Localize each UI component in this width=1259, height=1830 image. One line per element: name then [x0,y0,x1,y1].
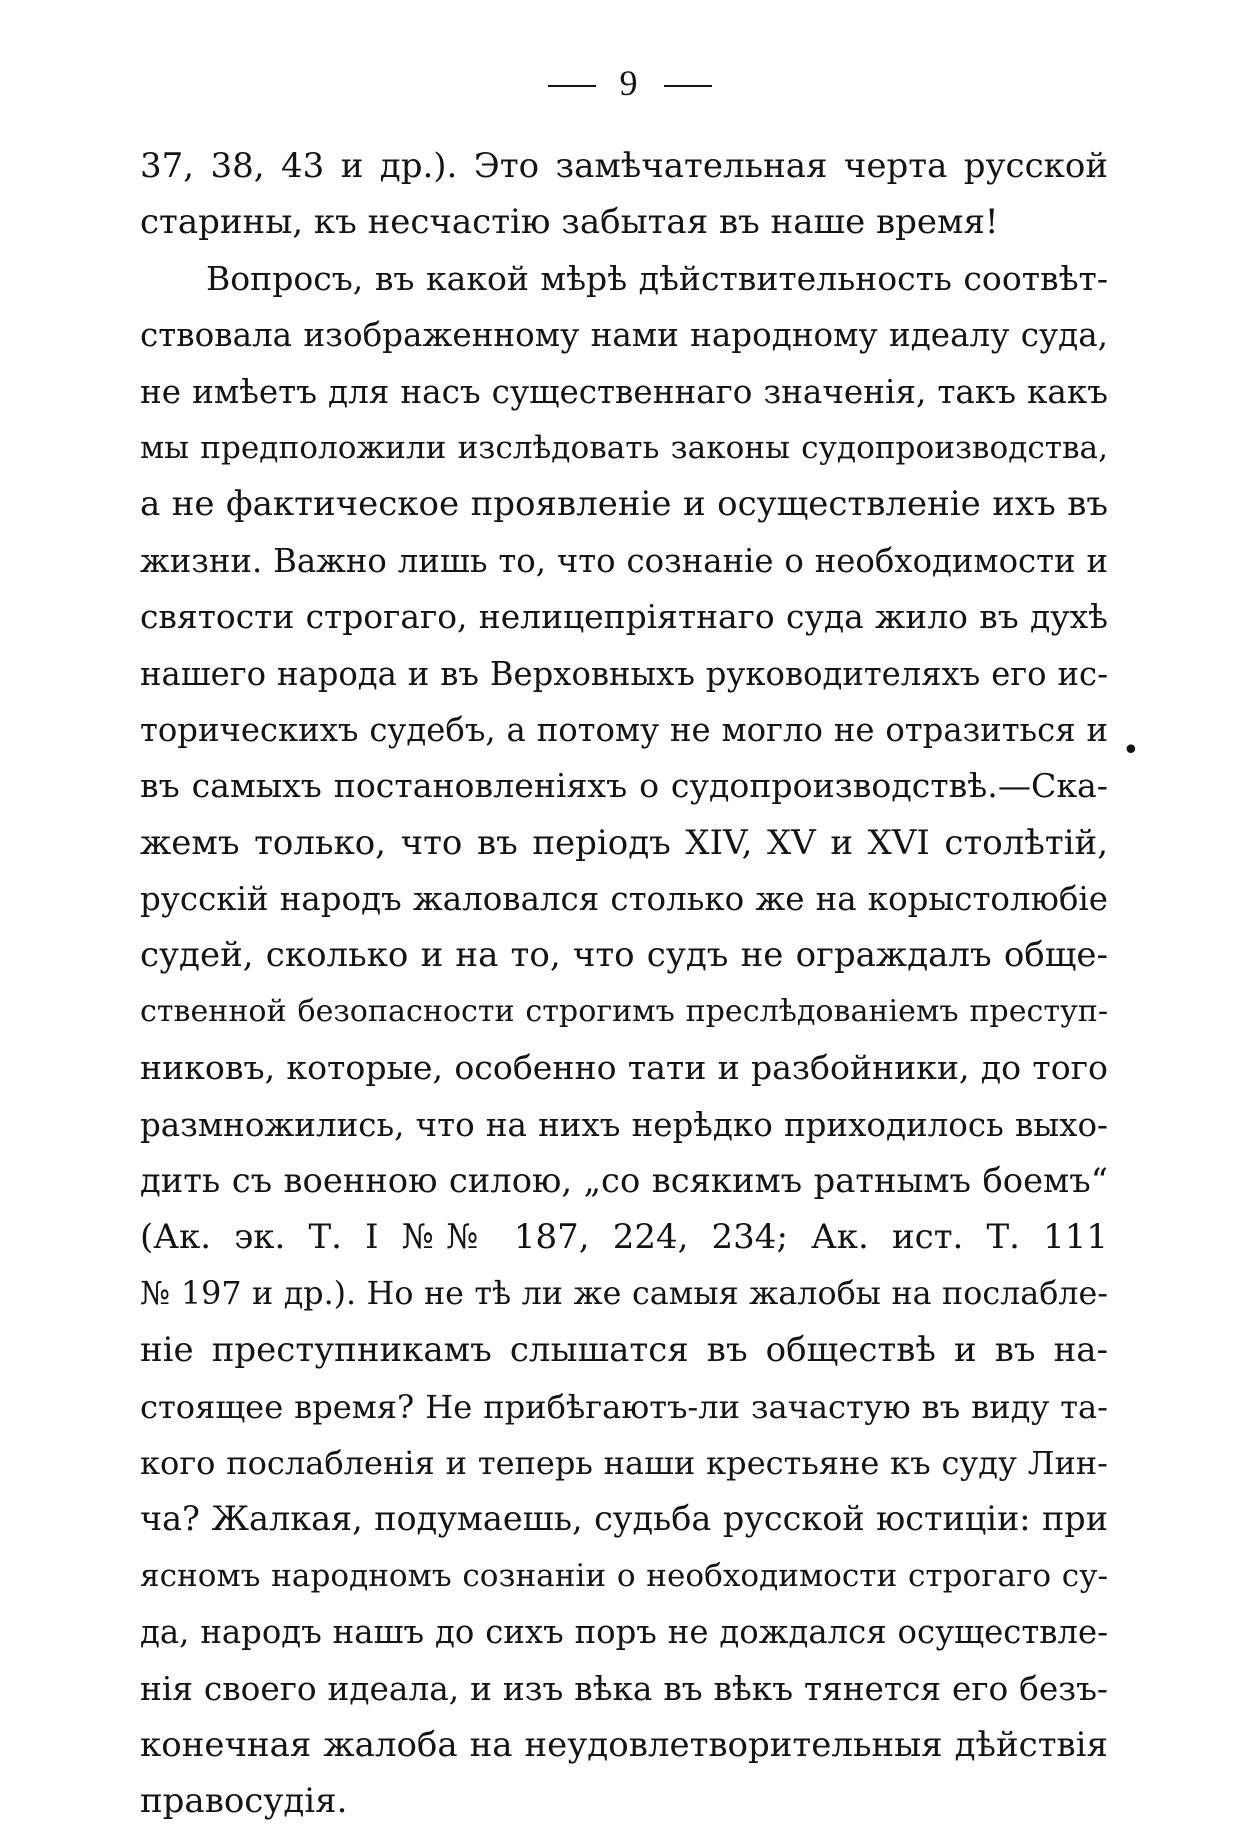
text-line: правосудія. [140,1781,348,1822]
text-line: ніе преступникамъ слышатся въ обществѣ и въ на- [140,1330,1108,1371]
text-line: ствовала изображенному нами народному идеалу суда, [140,316,1108,355]
text-line: стоящее время? Не прибѣгаютъ-ли зачастую въ виду та- [140,1387,1108,1426]
text-line: Вопросъ, въ какой мѣрѣ дѣйствительность соотвѣт- [206,258,1108,298]
text-line: да, народъ нашъ до сихъ поръ не дождался осуществле- [140,1613,1108,1652]
body-text [140,138,1108,1830]
right-dash [664,85,712,87]
text-line: старины, къ несчастію забытая въ наше время! [140,202,999,243]
text-line: ясномъ народномъ сознаніи о необходимости строгаго су- [140,1557,1108,1594]
text-line: нашего народа и въ Верховныхъ руководителяхъ его ис- [140,654,1108,693]
page-number: 9 [619,63,640,103]
page-number-header [0,62,1259,104]
text-line: торическихъ судебъ, а потому не могло не отразиться и [140,710,1108,749]
text-line: въ самыхъ постановленіяхъ о судопроизводствѣ.—Ска- [140,766,1108,806]
text-line: дить съ военною силою, „со всякимъ ратнымъ боемъ“ [140,1161,1108,1201]
text-line: 37, 38, 43 и др.). Это замѣчательная черта русской [140,146,1108,186]
text-line: судей, сколько и на то, что судъ не ограждалъ обще- [140,935,1108,976]
text-line: (Ак. эк. Т. I №№ 187, 224, 234; Ак. ист. Т. 111 [140,1217,1108,1258]
text-line: мы предположили изслѣдовать законы судопроизводства, [140,429,1108,466]
text-line: святости строгаго, нелицепріятнаго суда жило въ духѣ [140,597,1108,637]
text-line: размножились, что на нихъ нерѣдко приходилось выхо- [140,1105,1108,1144]
text-line: кого послабленія и теперь наши крестьяне къ суду Лин- [140,1443,1108,1482]
text-line: никовъ, которые, особенно тати и разбойники, до того [140,1048,1108,1088]
text-line: жемъ только, что въ періодъ XIV, XV и XVI столѣтій, [140,822,1108,863]
text-line: ча? Жалкая, подумаешь, судьба русской юстиціи: при [140,1499,1108,1539]
stray-dot-mark: • [1122,733,1140,768]
text-line: не имѣетъ для насъ существеннаго значенія, такъ какъ [140,372,1108,411]
text-line: № 197 и др.). Но не тѣ ли же самыя жалобы на послабле- [140,1275,1108,1312]
text-line: русскій народъ жаловался столько же на корыстолюбіе [140,880,1108,919]
text-line: конечная жалоба на неудовлетворительныя дѣйствія [140,1724,1108,1765]
text-line: а не фактическое проявленіе и осуществленіе ихъ въ [140,484,1108,525]
left-dash [548,85,596,87]
text-line: жизни. Важно лишь то, что сознаніе о необходимости и [140,541,1108,580]
text-line: ственной безопасности строгимъ преслѣдованіемъ преступ- [140,993,1108,1029]
text-line: нія своего идеала, и изъ вѣка въ вѣкъ тянется его безъ- [140,1669,1108,1708]
